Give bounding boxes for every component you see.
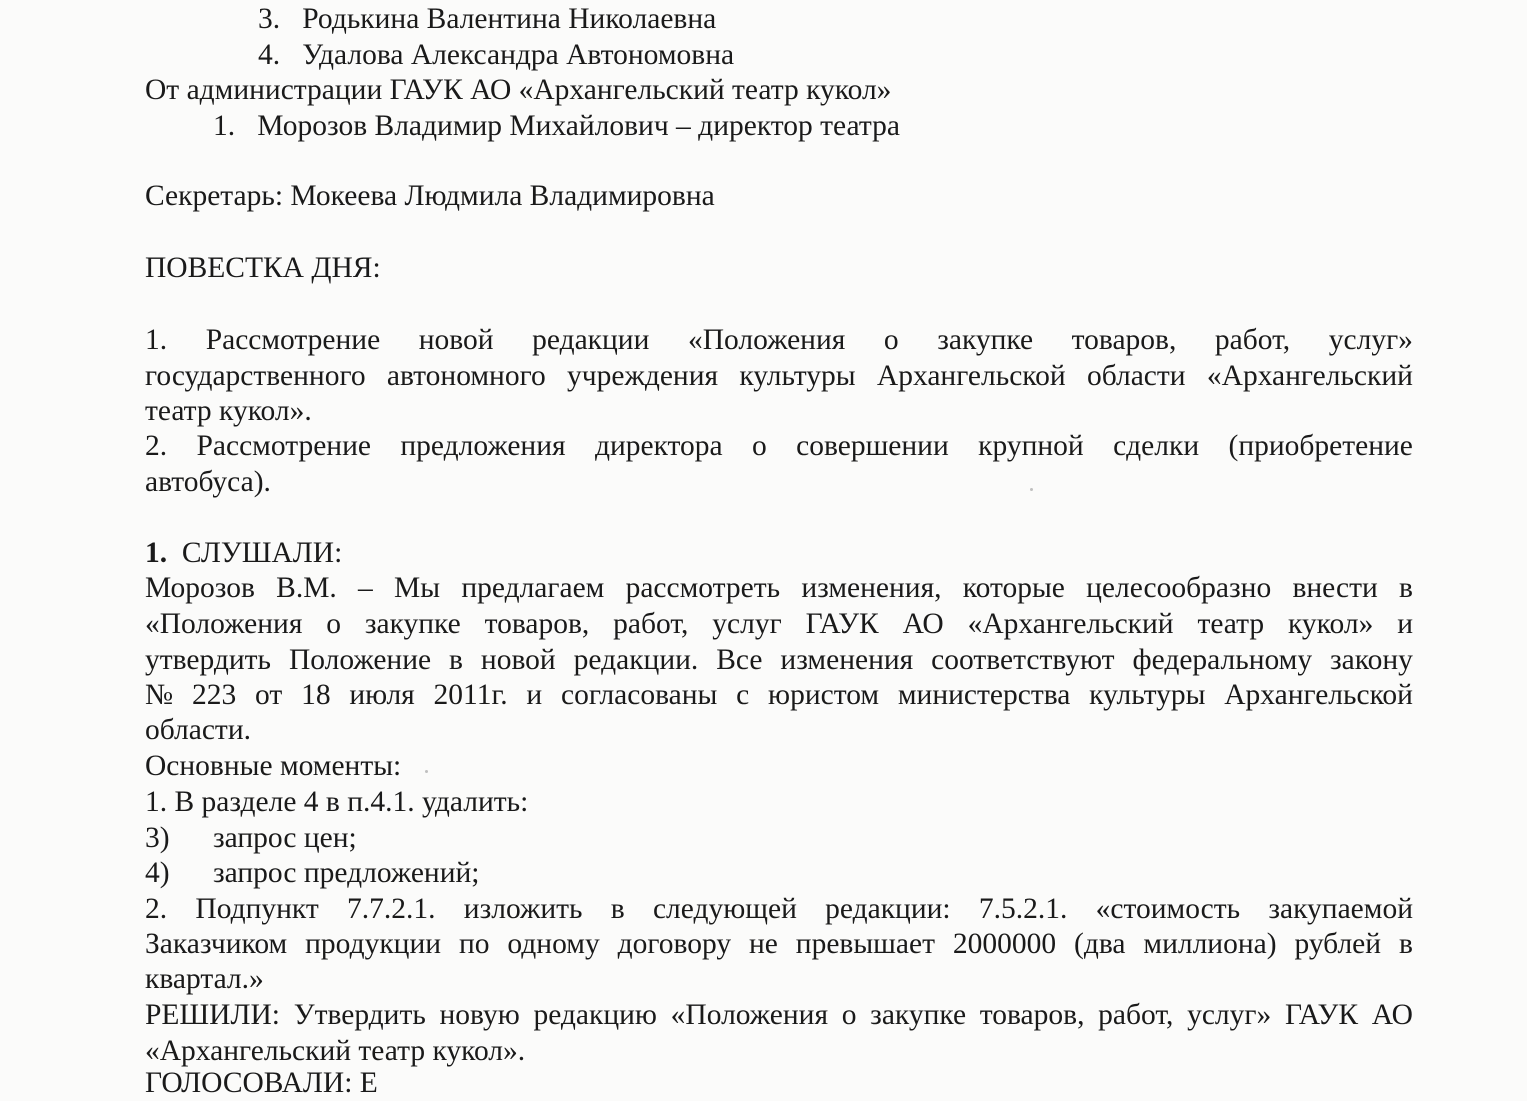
member-item-4: [258, 38, 734, 73]
speech-line-1: Морозов В.М. – Мы предлагаем рассмотреть изменения, которые целесообразно внести в: [145, 572, 1413, 604]
agenda-item-1-line-2: государственного автономного учреждения культуры Архангельской области «Архангельский: [145, 360, 1413, 392]
admin-number: 1.: [213, 110, 236, 142]
agenda-item-1-line-3: театр кукол».: [145, 395, 312, 427]
section-title: СЛУШАЛИ:: [181, 537, 343, 569]
decision-line-1: РЕШИЛИ: Утвердить новую редакцию «Положения о закупке товаров, работ, услуг» ГАУК АО: [145, 999, 1413, 1031]
sub-item-4-text: запрос предложений;: [213, 857, 480, 889]
point-2-line-1: 2. Подпункт 7.7.2.1. изложить в следующей редакции: 7.5.2.1. «стоимость закупаемой: [145, 893, 1413, 925]
agenda-item-2-line-1: 2. Рассмотрение предложения директора о совершении крупной сделки (приобретение: [145, 430, 1413, 462]
member-name: Родькина Валентина Николаевна: [302, 3, 717, 35]
agenda-item-1-line-1: 1. Рассмотрение новой редакции «Положения о закупке товаров, работ, услуг»: [145, 324, 1413, 356]
speech-line-5: области.: [145, 714, 251, 746]
speech-line-4: № 223 от 18 июля 2011г. и согласованы с юристом министерства культуры Архангельской: [145, 679, 1413, 711]
main-points-heading: Основные моменты:: [145, 750, 402, 782]
secretary-line: Секретарь: Мокеева Людмила Владимировна: [145, 180, 715, 212]
point-1: 1. В разделе 4 в п.4.1. удалить:: [145, 786, 529, 818]
agenda-heading: ПОВЕСТКА ДНЯ:: [145, 252, 381, 284]
sub-item-number: 3): [145, 822, 170, 854]
point-2-line-3: квартал.»: [145, 963, 264, 995]
member-number: 3.: [258, 3, 281, 35]
admin-heading: От администрации ГАУК АО «Архангельский театр кукол»: [145, 74, 892, 106]
speech-line-3: утвердить Положение в новой редакции. Все изменения соответствуют федеральному закону: [145, 644, 1413, 676]
admin-item-1: [213, 109, 900, 144]
sub-item-3: [145, 821, 170, 856]
sub-item-3-text: запрос цен;: [213, 822, 357, 854]
admin-name: Морозов Владимир Михайлович – директор театра: [257, 110, 900, 142]
point-2-line-2: Заказчиком продукции по одному договору не превышает 2000000 (два миллиона) рублей в: [145, 928, 1413, 960]
sub-item-number: 4): [145, 857, 170, 889]
decision-line-2: «Архангельский театр кукол».: [145, 1035, 526, 1067]
section-number: 1.: [145, 537, 168, 569]
member-number: 4.: [258, 39, 281, 71]
voted-line-partial: ГОЛОСОВАЛИ: Е: [145, 1067, 378, 1099]
member-item-3: [258, 2, 716, 37]
member-name: Удалова Александра Автономовна: [302, 39, 735, 71]
sub-item-4: [145, 856, 170, 891]
scan-speck: [1030, 488, 1033, 491]
section-1-heading: [145, 536, 342, 571]
agenda-item-2-line-2: автобуса).: [145, 466, 271, 498]
scan-speck: [425, 770, 428, 773]
speech-line-2: «Положения о закупке товаров, работ, услуг ГАУК АО «Архангельский театр кукол» и: [145, 608, 1413, 640]
